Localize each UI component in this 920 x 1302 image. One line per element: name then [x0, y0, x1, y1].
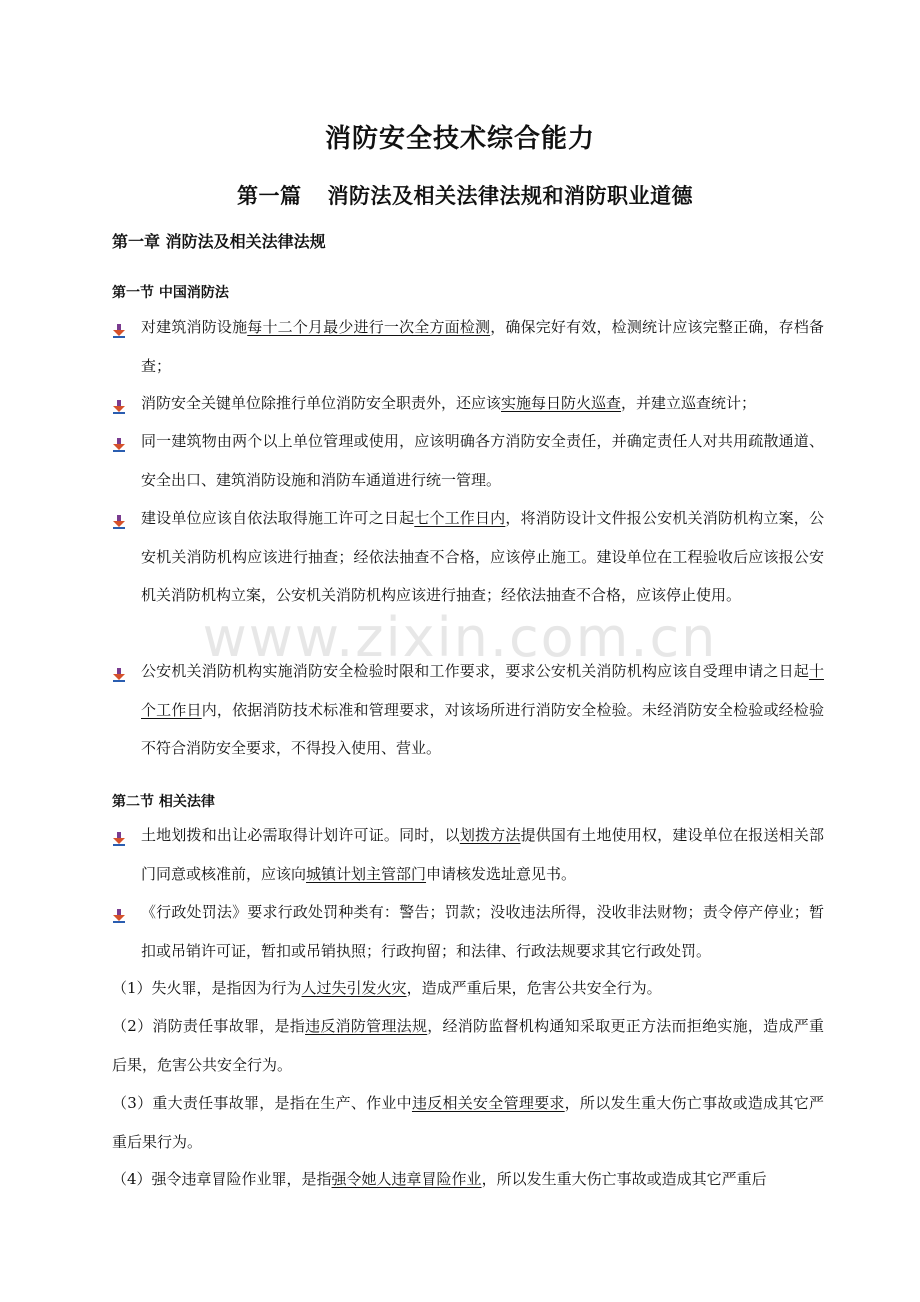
document-title: 消防安全技术综合能力 [324, 124, 595, 154]
underlined-term: 违反相关安全管理要求 [411, 1094, 565, 1112]
watermark: www.zixin.com.cn [202, 606, 718, 669]
list-item: 对建筑消防设施每十二个月最少进行一次全方面检测，确保完好有效，检测统计应该完整正确，存档备查； [112, 318, 824, 385]
numbered-paragraph: （2）消防责任事故罪，是指违反消防管理法规，经消防监督机构通知采取更正方法而拒绝实施，造成严重后果，危害公共安全行为。 [112, 1017, 824, 1074]
numbered-paragraph: （4）强令违章冒险作业罪，是指强令她人违章冒险作业，所以发生重大伤亡事故或造成其它严重后 [112, 1170, 767, 1188]
list-item: 同一建筑物由两个以上单位管理或使用，应该明确各方消防安全责任，并确定责任人对共用疏散通道、安全出口、建筑消防设施和消防车通道进行统一管理。 [112, 432, 824, 499]
numbered-paragraph: （1）失火罪，是指因为行为人过失引发火灾，造成严重后果，危害公共安全行为。 [112, 979, 662, 997]
list-item: 《行政处罚法》要求行政处罚种类有：警告；罚款；没收违法所得，没收非法财物；责令停产停业；暂扣或吊销许可证，暂扣或吊销执照；行政拘留；和法律、行政法规要求其它行政处罚。 [112, 903, 824, 970]
underlined-term: 划拨方法 [459, 826, 521, 844]
list-item: 建设单位应该自依法取得施工许可之日起七个工作日内，将消防设计文件报公安机关消防机构立案，公安机关消防机构应该进行抽查；经依法抽查不合格，应该停止施工。建设单位在工程验收后应该报公安机关消防机构立案，公安机关消防机构应该进行抽查；经依法抽查不合格，应该停止使用。 [112, 509, 824, 615]
underlined-term: 每十二个月最少进行一次全方面检测 [247, 318, 491, 336]
part-title [0, 180, 920, 210]
arrow-down-bullet-icon [112, 668, 126, 682]
list-item: 消防安全关键单位除推行单位消防安全职责外，还应该实施每日防火巡查，并建立巡查统计； [112, 394, 824, 423]
underlined-term: 违反消防管理法规 [305, 1017, 428, 1035]
underlined-term: 人过失引发火灾 [301, 979, 407, 997]
section-heading-1: 第一节 中国消防法 [112, 285, 229, 301]
underlined-term: 实施每日防火巡查 [501, 394, 622, 412]
list-item: 土地划拨和出让必需取得计划许可证。同时，以划拨方法提供国有土地使用权，建设单位在报送相关部门同意或核准前，应该向城镇计划主管部门申请核发选址意见书。 [112, 826, 824, 893]
list-item: 公安机关消防机构实施消防安全检验时限和工作要求，要求公安机关消防机构应该自受理申请之日起十个工作日内，依据消防技术标准和管理要求，对该场所进行消防安全检验。未经消防安全检验或经检验不符合消防安全要求，不得投入使用、营业。 [112, 662, 824, 768]
underlined-term: 七个工作日内 [414, 509, 506, 527]
arrow-down-bullet-icon [112, 438, 126, 452]
arrow-down-bullet-icon [112, 832, 126, 846]
part-title-text: 消防法及相关法律法规和消防职业道德 [327, 183, 693, 208]
underlined-term: 城镇计划主管部门 [306, 864, 427, 883]
part-title-number: 第一篇 [237, 183, 302, 208]
arrow-down-bullet-icon [112, 324, 126, 338]
arrow-down-bullet-icon [112, 400, 126, 414]
underlined-term: 强令她人违章冒险作业 [331, 1170, 482, 1188]
arrow-down-bullet-icon [112, 909, 126, 923]
chapter-heading: 第一章 消防法及相关法律法规 [112, 232, 326, 251]
underlined-term: 十个工作日 [141, 662, 824, 719]
numbered-paragraph: （3）重大责任事故罪，是指在生产、作业中违反相关安全管理要求，所以发生重大伤亡事故或造成其它严重后果行为。 [112, 1094, 824, 1151]
arrow-down-bullet-icon [112, 515, 126, 529]
section-heading-2: 第二节 相关法律 [112, 794, 215, 810]
